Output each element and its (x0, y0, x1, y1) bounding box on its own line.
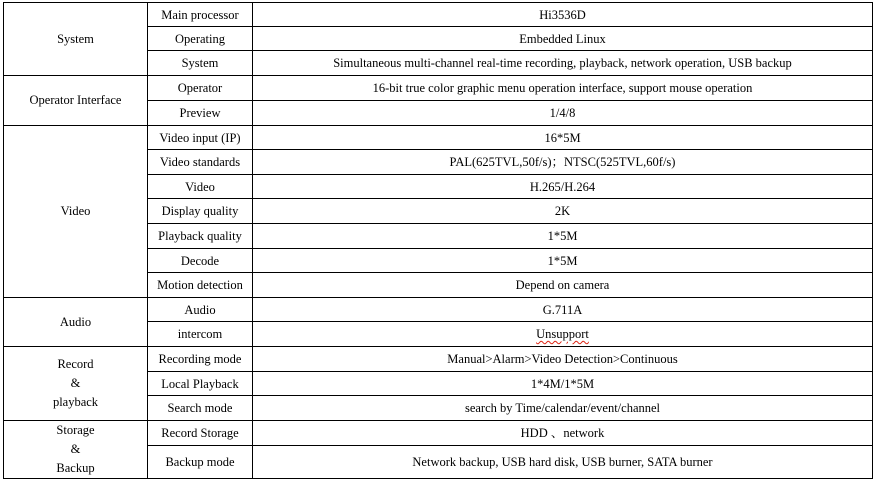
row-value: 2K (253, 199, 873, 224)
category-storage-backup (4, 421, 148, 479)
category-line: Backup (56, 461, 95, 475)
row-value: Embedded Linux (253, 27, 873, 51)
row-value: 16*5M (253, 126, 873, 150)
row-label: Search mode (148, 396, 253, 421)
row-label: Playback quality (148, 224, 253, 249)
row-value: 1*4M/1*5M (253, 372, 873, 396)
row-value: Hi3536D (253, 3, 873, 27)
row-value: 16-bit true color graphic menu operation interface, support mouse operation (253, 76, 873, 101)
row-label: Decode (148, 249, 253, 273)
category-line: Storage (56, 423, 95, 437)
row-label: Backup mode (148, 446, 253, 479)
category-record-playback (4, 347, 148, 421)
row-label: Local Playback (148, 372, 253, 396)
row-label: Motion detection (148, 273, 253, 298)
table-row (4, 347, 873, 372)
row-value: 1*5M (253, 249, 873, 273)
row-label: Operator (148, 76, 253, 101)
row-value: Network backup, USB hard disk, USB burner, SATA burner (253, 446, 873, 479)
row-value: search by Time/calendar/event/channel (253, 396, 873, 421)
row-label: Operating (148, 27, 253, 51)
row-label: Video standards (148, 150, 253, 175)
row-label: Display quality (148, 199, 253, 224)
table-row (4, 76, 873, 101)
row-label: Audio (148, 298, 253, 322)
category-operator-interface: Operator Interface (4, 76, 148, 126)
row-value: Unsupport (253, 322, 873, 347)
row-value: Simultaneous multi-channel real-time recording, playback, network operation, USB backup (253, 51, 873, 76)
spec-table (3, 2, 873, 479)
table-row (4, 298, 873, 322)
category-video: Video (4, 126, 148, 298)
row-label: Video (148, 175, 253, 199)
row-value: HDD 、network (253, 421, 873, 446)
category-system: System (4, 3, 148, 76)
row-value: G.711A (253, 298, 873, 322)
row-label: intercom (148, 322, 253, 347)
row-label: System (148, 51, 253, 76)
category-line: Record (57, 357, 94, 371)
category-line: playback (52, 395, 99, 409)
row-label: Main processor (148, 3, 253, 27)
row-label: Preview (148, 101, 253, 126)
table-row (4, 3, 873, 27)
row-value: H.265/H.264 (253, 175, 873, 199)
row-label: Recording mode (148, 347, 253, 372)
row-value: Depend on camera (253, 273, 873, 298)
table-row (4, 126, 873, 150)
row-value: 1/4/8 (253, 101, 873, 126)
row-label: Video input (IP) (148, 126, 253, 150)
table-row (4, 421, 873, 446)
category-line: & (70, 442, 81, 456)
row-label: Record Storage (148, 421, 253, 446)
row-value: 1*5M (253, 224, 873, 249)
category-audio: Audio (4, 298, 148, 347)
row-value: Manual>Alarm>Video Detection>Continuous (253, 347, 873, 372)
category-line: & (70, 376, 81, 390)
row-value: PAL(625TVL,50f/s)；NTSC(525TVL,60f/s) (253, 150, 873, 175)
